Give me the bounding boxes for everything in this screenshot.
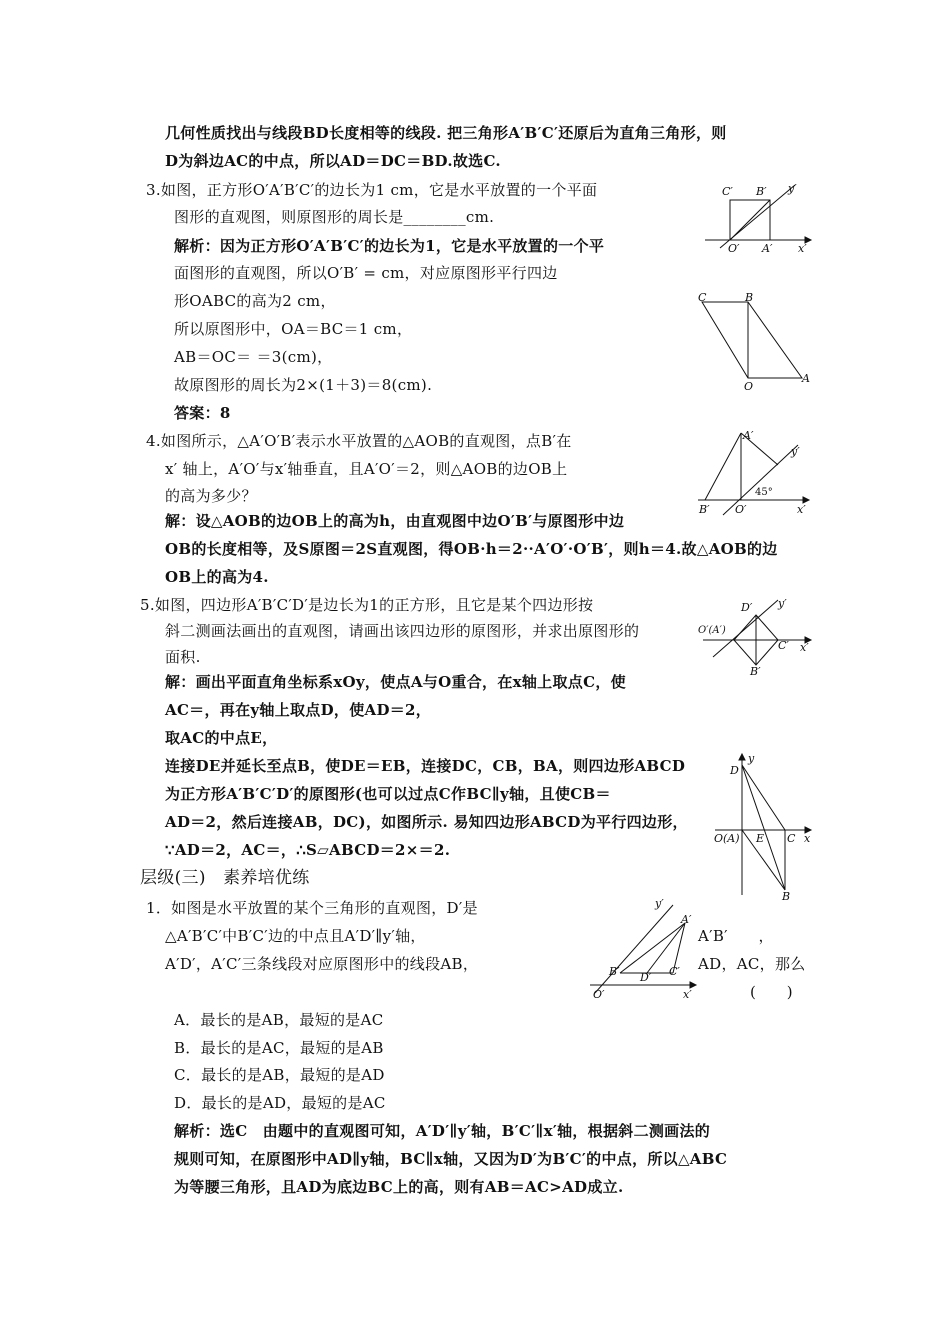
p1-figure <box>585 893 700 1003</box>
q3-fig1-label: x′ <box>798 242 807 255</box>
q3-line-2: 图形的直观图，则原图形的周长是________cm. <box>174 208 495 226</box>
p1-line-3: A′D′，A′C′三条线段对应原图形中的线段AB， <box>165 955 479 973</box>
q4-solution-2: OB的长度相等，及S原图＝2S直观图，得OB·h＝2··A′O′·O′B′，则h＝4.故△AOB的边 <box>165 540 778 558</box>
p1-fig-label: D′ <box>640 971 652 984</box>
q5-fig2-label: x <box>804 832 811 845</box>
q3-line-1: 3.如图，正方形O′A′B′C′的边长为1 cm，它是水平放置的一个平面 <box>146 181 598 199</box>
q5-line-1: 5.如图，四边形A′B′C′D′是边长为1的正方形，且它是某个四边形按 <box>140 596 594 614</box>
q3-fig1-label: A′ <box>762 242 773 255</box>
q3-fig2-label: B <box>745 291 754 304</box>
p1-fig-label: C′ <box>669 965 680 978</box>
q4-solution-1: 解：设△AOB的边OB上的高为h，由直观图中边O′B′与原图形中边 <box>165 512 625 530</box>
q5-solution-6: AD＝2，然后连接AB，DC)，如图所示. 易知四边形ABCD为平行四边形， <box>165 813 688 831</box>
q3-solution-6: 故原图形的周长为2×(1＋3)＝8(cm). <box>174 376 433 394</box>
q3-fig1-label: O′ <box>728 242 740 255</box>
p1-fig-label: A′ <box>681 913 692 926</box>
p1-line-2-right: A′B′ ， <box>698 927 774 945</box>
q3-fig2-label: O <box>744 380 754 393</box>
q3-figure-intuitive <box>700 180 815 255</box>
section-title: 层级(三) 素养培优练 <box>140 868 310 888</box>
q5-fig1-label: O′(A′) <box>698 625 726 636</box>
q5-fig1-label: B′ <box>750 665 761 675</box>
q3-fig1-label: y′ <box>788 182 797 195</box>
q4-fig-label: B′ <box>699 503 710 516</box>
p1-option-d: D．最长的是AD，最短的是AC <box>174 1094 386 1112</box>
q4-fig-label: A′ <box>743 429 754 442</box>
q3-solution-2: 面图形的直观图，所以O′B′ = cm，对应原图形平行四边 <box>174 264 558 282</box>
p1-option-c: C．最长的是AB，最短的是AD <box>174 1066 385 1084</box>
q5-fig1-label: x′ <box>800 641 809 654</box>
p1-line-1: 1．如图是水平放置的某个三角形的直观图，D′是 <box>146 899 478 917</box>
q4-fig-label: 45° <box>755 487 773 498</box>
q3-answer: 答案：8 <box>174 404 231 422</box>
q5-solution-1: 解：画出平面直角坐标系xOy，使点A与O重合，在x轴上取点C，使 <box>165 673 626 691</box>
p1-solution-1: 解析：选C 由题中的直观图可知，A′D′∥y′轴，B′C′∥x′轴，根据斜二测画法的 <box>174 1122 711 1140</box>
p1-fig-label: B′ <box>609 965 620 978</box>
p1-fig-label: x′ <box>683 988 692 1001</box>
q3-fig1-label: B′ <box>756 185 767 198</box>
q5-figure-original <box>710 750 815 900</box>
q3-solution-3: 形OABC的高为2 cm， <box>174 292 336 310</box>
q5-solution-3: 取AC的中点E， <box>165 729 278 747</box>
intro-line-2: D为斜边AC的中点，所以AD＝DC＝BD.故选C. <box>165 152 501 170</box>
q4-figure <box>693 425 815 520</box>
q5-fig2-label: E <box>756 832 765 845</box>
q5-fig1-label: y′ <box>778 597 787 610</box>
q4-line-1: 4.如图所示，△A′O′B′表示水平放置的△AOB的直观图，点B′在 <box>146 432 572 450</box>
q5-fig1-label: C′ <box>778 639 789 652</box>
q4-fig-label: y′ <box>791 445 800 458</box>
q4-fig-label: O′ <box>735 503 747 516</box>
q5-solution-7: ∵AD＝2，AC＝，∴S▱ABCD＝2×＝2. <box>165 841 451 859</box>
q3-fig2-label: C <box>698 291 707 304</box>
q5-solution-2: AC＝，再在y轴上取点D，使AD＝2， <box>165 701 432 719</box>
p1-option-a: A．最长的是AB，最短的是AC <box>174 1011 384 1029</box>
q3-fig1-label: C′ <box>722 185 733 198</box>
q3-solution-5: AB＝OC＝ ＝3(cm)， <box>174 348 333 366</box>
q5-line-3: 面积. <box>165 648 201 666</box>
q5-line-2: 斜二测画法画出的直观图，请画出该四边形的原图形，并求出原图形的 <box>165 622 640 640</box>
p1-option-b: B．最长的是AC，最短的是AB <box>174 1039 384 1057</box>
p1-solution-2: 规则可知，在原图形中AD∥y轴，BC∥x轴，又因为D′为B′C′的中点，所以△ABC <box>174 1150 728 1168</box>
q4-line-2: x′ 轴上，A′O′与x′轴垂直，且A′O′＝2，则△AOB的边OB上 <box>165 460 568 478</box>
intro-line-1: 几何性质找出与线段BD长度相等的线段. 把三角形A′B′C′还原后为直角三角形，则 <box>165 124 727 142</box>
q3-figure-original <box>690 290 815 395</box>
q4-solution-3: OB上的高为4. <box>165 568 269 586</box>
p1-fig-label: y′ <box>655 897 664 910</box>
q5-fig1-label: D′ <box>741 601 753 614</box>
q5-figure-intuitive <box>698 595 815 675</box>
q5-solution-4: 连接DE并延长至点B，使DE＝EB，连接DC，CB，BA，则四边形ABCD <box>165 757 686 775</box>
q4-line-3: 的高为多少？ <box>165 487 257 505</box>
q3-fig2-label: A <box>802 372 810 385</box>
q3-solution-4: 所以原图形中，OA＝BC＝1 cm， <box>174 320 413 338</box>
q4-fig-label: x′ <box>797 503 806 516</box>
q5-fig2-label: B <box>782 890 791 900</box>
q5-solution-5: 为正方形A′B′C′D′的原图形(也可以过点C作BC∥y轴，且使CB＝ <box>165 785 611 803</box>
q5-fig2-label: O(A) <box>714 832 740 845</box>
p1-solution-3: 为等腰三角形，且AD为底边BC上的高，则有AB＝AC>AD成立. <box>174 1178 624 1196</box>
p1-fig-label: O′ <box>593 988 605 1001</box>
p1-line-2: △A′B′C′中B′C′边的中点且A′D′∥y′轴， <box>165 927 426 945</box>
q5-fig2-label: C <box>787 832 796 845</box>
p1-answer-bracket: ( ) <box>750 983 793 1001</box>
q3-solution-1: 解析：因为正方形O′A′B′C′的边长为1，它是水平放置的一个平 <box>174 237 605 255</box>
q5-fig2-label: y <box>748 752 755 765</box>
p1-line-3-right: AD，AC，那么 <box>698 955 806 973</box>
q5-fig2-label: D <box>730 764 739 777</box>
